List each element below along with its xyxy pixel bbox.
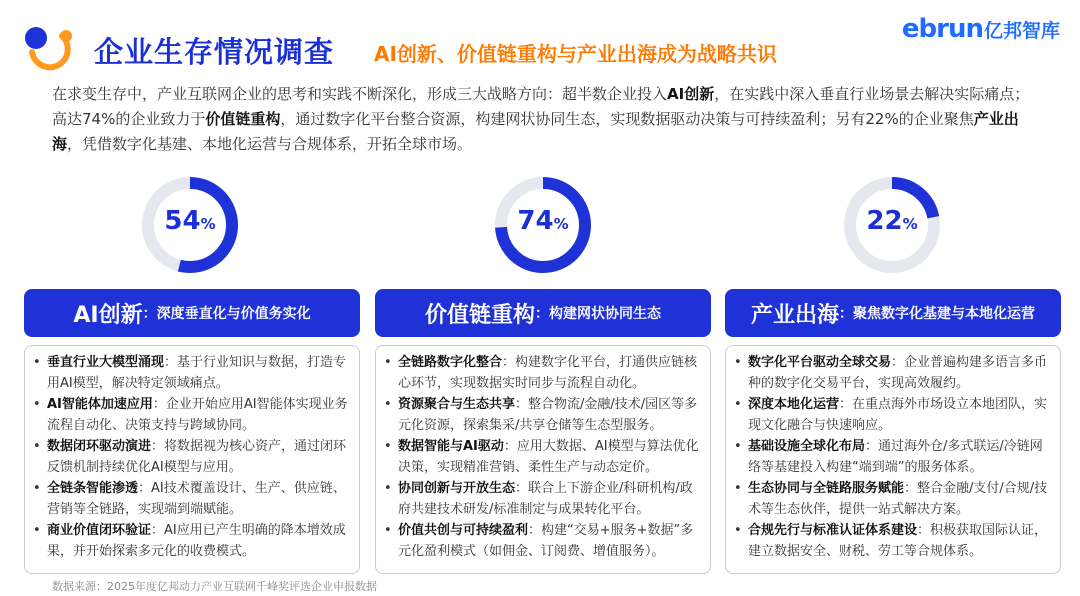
bullet-icon: • [384, 439, 392, 454]
page-title: 企业生存情况调查 [94, 35, 335, 69]
list-item-text [47, 478, 349, 520]
card-going-overseas [725, 289, 1061, 574]
bullet-icon: • [734, 481, 742, 496]
card-ai-innovation [24, 289, 360, 574]
list-item-description: ：通过海外仓/多式联运/冷链网络等基建投入构建“端到端”的服务体系。 [748, 439, 1043, 475]
intro-highlight: 价值链重构 [205, 110, 281, 128]
list-item-text [398, 352, 700, 394]
list-item [33, 394, 349, 436]
list-item [33, 478, 349, 520]
list-item [384, 394, 700, 436]
list-item [384, 478, 700, 520]
bullet-icon: • [384, 523, 392, 538]
list-item-heading: 生态协同与全链路服务赋能 [748, 481, 905, 496]
list-item [734, 478, 1050, 520]
donut-stat-ai [141, 176, 239, 274]
list-item [734, 394, 1050, 436]
list-item [384, 352, 700, 394]
list-item-description: ：在重点海外市场设立本地团队，实现文化融合与快速响应。 [748, 397, 1048, 433]
donut-unit: % [200, 215, 216, 233]
list-item-heading: 基础设施全球化布局 [748, 439, 866, 454]
list-item-text [398, 436, 700, 478]
intro-paragraph [52, 82, 1037, 157]
list-item [734, 436, 1050, 478]
bullet-icon: • [734, 523, 742, 538]
list-item-heading: 全链条智能渗透 [47, 481, 139, 496]
list-item-text [47, 394, 349, 436]
bullet-icon: • [384, 397, 392, 412]
donut-stat-value-chain [494, 176, 592, 274]
bullet-icon: • [33, 481, 41, 496]
donut-value: 22 [866, 206, 903, 236]
card-body [375, 345, 711, 574]
donut-value: 74 [517, 206, 554, 236]
list-item-description: ：积极获取国际认证，建立数据安全、财税、劳工等合规体系。 [748, 523, 1048, 559]
card-header [375, 289, 711, 337]
bullet-icon: • [33, 523, 41, 538]
list-item-description: ：整合物流/金融/技术/园区等多元化资源，探索集采/共享仓储等生态型服务。 [398, 397, 698, 433]
list-item-heading: 深度本地化运营 [748, 397, 840, 412]
list-item-text [47, 520, 349, 562]
list-item-heading: 价值共创与可持续盈利 [398, 523, 529, 538]
list-item-description: ：整合金融/支付/合规/技术等生态伙伴，提供一站式解决方案。 [748, 481, 1048, 517]
list-item-heading: 数据智能与AI驱动 [398, 439, 504, 454]
intro-text: ，在实践中深入垂直行业场景去解决实际痛点；高达74%的企业致力于 [52, 85, 1030, 128]
list-item-text [398, 478, 700, 520]
card-header [725, 289, 1061, 337]
list-item-description: ：AI技术覆盖设计、生产、供应链、营销等全链路，实现端到端赋能。 [47, 481, 346, 517]
list-item [33, 520, 349, 562]
list-item-description: ：企业普遍构建多语言多币种的数字化交易平台，实现高效履约。 [748, 355, 1048, 391]
list-item-text [398, 394, 700, 436]
logo-mark-icon [22, 22, 78, 78]
bullet-icon: • [734, 397, 742, 412]
list-item-heading: 数据闭环驱动演进 [47, 439, 152, 454]
list-item-description: ：联合上下游企业/科研机构/政府共建技术研发/标准制定与成果转化平台。 [398, 481, 693, 517]
bullet-icon: • [734, 439, 742, 454]
intro-text: 在求变生存中，产业互联网企业的思考和实践不断深化，形成三大战略方向：超半数企业投入 [52, 85, 668, 103]
list-item-text [748, 436, 1050, 478]
intro-text: ，通过数字化平台整合资源，构建网状协同生态，实现数据驱动决策与可持续盈利；另有22%的企业聚焦 [280, 110, 974, 128]
list-item-text [47, 436, 349, 478]
card-body [725, 345, 1061, 574]
list-item-text [748, 478, 1050, 520]
list-item [384, 520, 700, 562]
list-item-description: ：应用大数据、AI模型与算法优化决策，实现精准营销、柔性生产与动态定价。 [398, 439, 699, 475]
list-item [734, 520, 1050, 562]
bullet-icon: • [33, 355, 41, 370]
list-item-text [47, 352, 349, 394]
card-header [24, 289, 360, 337]
intro-highlight: AI创新 [667, 85, 715, 103]
donut-unit: % [902, 215, 918, 233]
donut-label [494, 206, 592, 236]
bullet-icon: • [33, 397, 41, 412]
card-title: 价值链重构 [424, 302, 535, 328]
bullet-icon: • [734, 355, 742, 370]
bullet-icon: • [384, 355, 392, 370]
brand-logo [902, 14, 1060, 44]
donut-label [141, 206, 239, 236]
list-item-description: ：构建“交易+服务+数据”多元化盈利模式（如佣金、订阅费、增值服务）。 [398, 523, 694, 559]
card-title: 产业出海 [750, 302, 839, 328]
card-subtitle: ：聚焦数字化基建与本地化运营 [839, 306, 1035, 322]
list-item-description: ：基于行业知识与数据，打造专用AI模型，解决特定领域痛点。 [47, 355, 347, 391]
list-item-description: ：将数据视为核心资产，通过闭环反馈机制持续优化AI模型与应用。 [47, 439, 347, 475]
donut-stat-overseas [843, 176, 941, 274]
intro-text: ，凭借数字化基建、本地化运营与合规体系，开拓全球市场。 [67, 135, 473, 153]
list-item-text [398, 520, 700, 562]
data-source-note: 数据来源：2025年度亿邦动力产业互联网千峰奖评选企业申报数据 [52, 580, 377, 593]
donut-value: 54 [164, 206, 201, 236]
donut-unit: % [553, 215, 569, 233]
list-item-heading: 垂直行业大模型涌现 [47, 355, 165, 370]
list-item [33, 436, 349, 478]
bullet-icon: • [384, 481, 392, 496]
list-item [734, 352, 1050, 394]
list-item-description: ：AI应用已产生明确的降本增效成果，并开始探索多元化的收费模式。 [47, 523, 346, 559]
list-item-heading: AI智能体加速应用 [47, 397, 153, 412]
list-item-description: ：企业开始应用AI智能体实现业务流程自动化、决策支持与跨域协同。 [47, 397, 348, 433]
list-item-heading: 协同创新与开放生态 [398, 481, 516, 496]
list-item-text [748, 520, 1050, 562]
list-item-text [748, 352, 1050, 394]
intro-highlight: 产业出海 [52, 110, 1019, 153]
list-item-description: ：构建数字化平台，打通供应链核心环节，实现数据实时同步与流程自动化。 [398, 355, 698, 391]
list-item [33, 352, 349, 394]
card-subtitle: ：构建网状协同生态 [535, 306, 661, 322]
card-subtitle: ：深度垂直化与价值务实化 [142, 306, 311, 322]
card-body [24, 345, 360, 574]
list-item-heading: 商业价值闭环验证 [47, 523, 152, 538]
bullet-icon: • [33, 439, 41, 454]
brand-name-cn: 亿邦智库 [983, 20, 1060, 42]
brand-name-en: ebrun [901, 14, 983, 44]
page-subtitle: AI创新、价值链重构与产业出海成为战略共识 [374, 42, 777, 66]
card-title: AI创新 [73, 302, 143, 328]
card-value-chain [375, 289, 711, 574]
list-item-text [748, 394, 1050, 436]
list-item [384, 436, 700, 478]
list-item-heading: 全链路数字化整合 [398, 355, 503, 370]
list-item-heading: 数字化平台驱动全球交易 [748, 355, 892, 370]
list-item-heading: 合规先行与标准认证体系建设 [748, 523, 918, 538]
list-item-heading: 资源聚合与生态共享 [398, 397, 516, 412]
donut-label [843, 206, 941, 236]
